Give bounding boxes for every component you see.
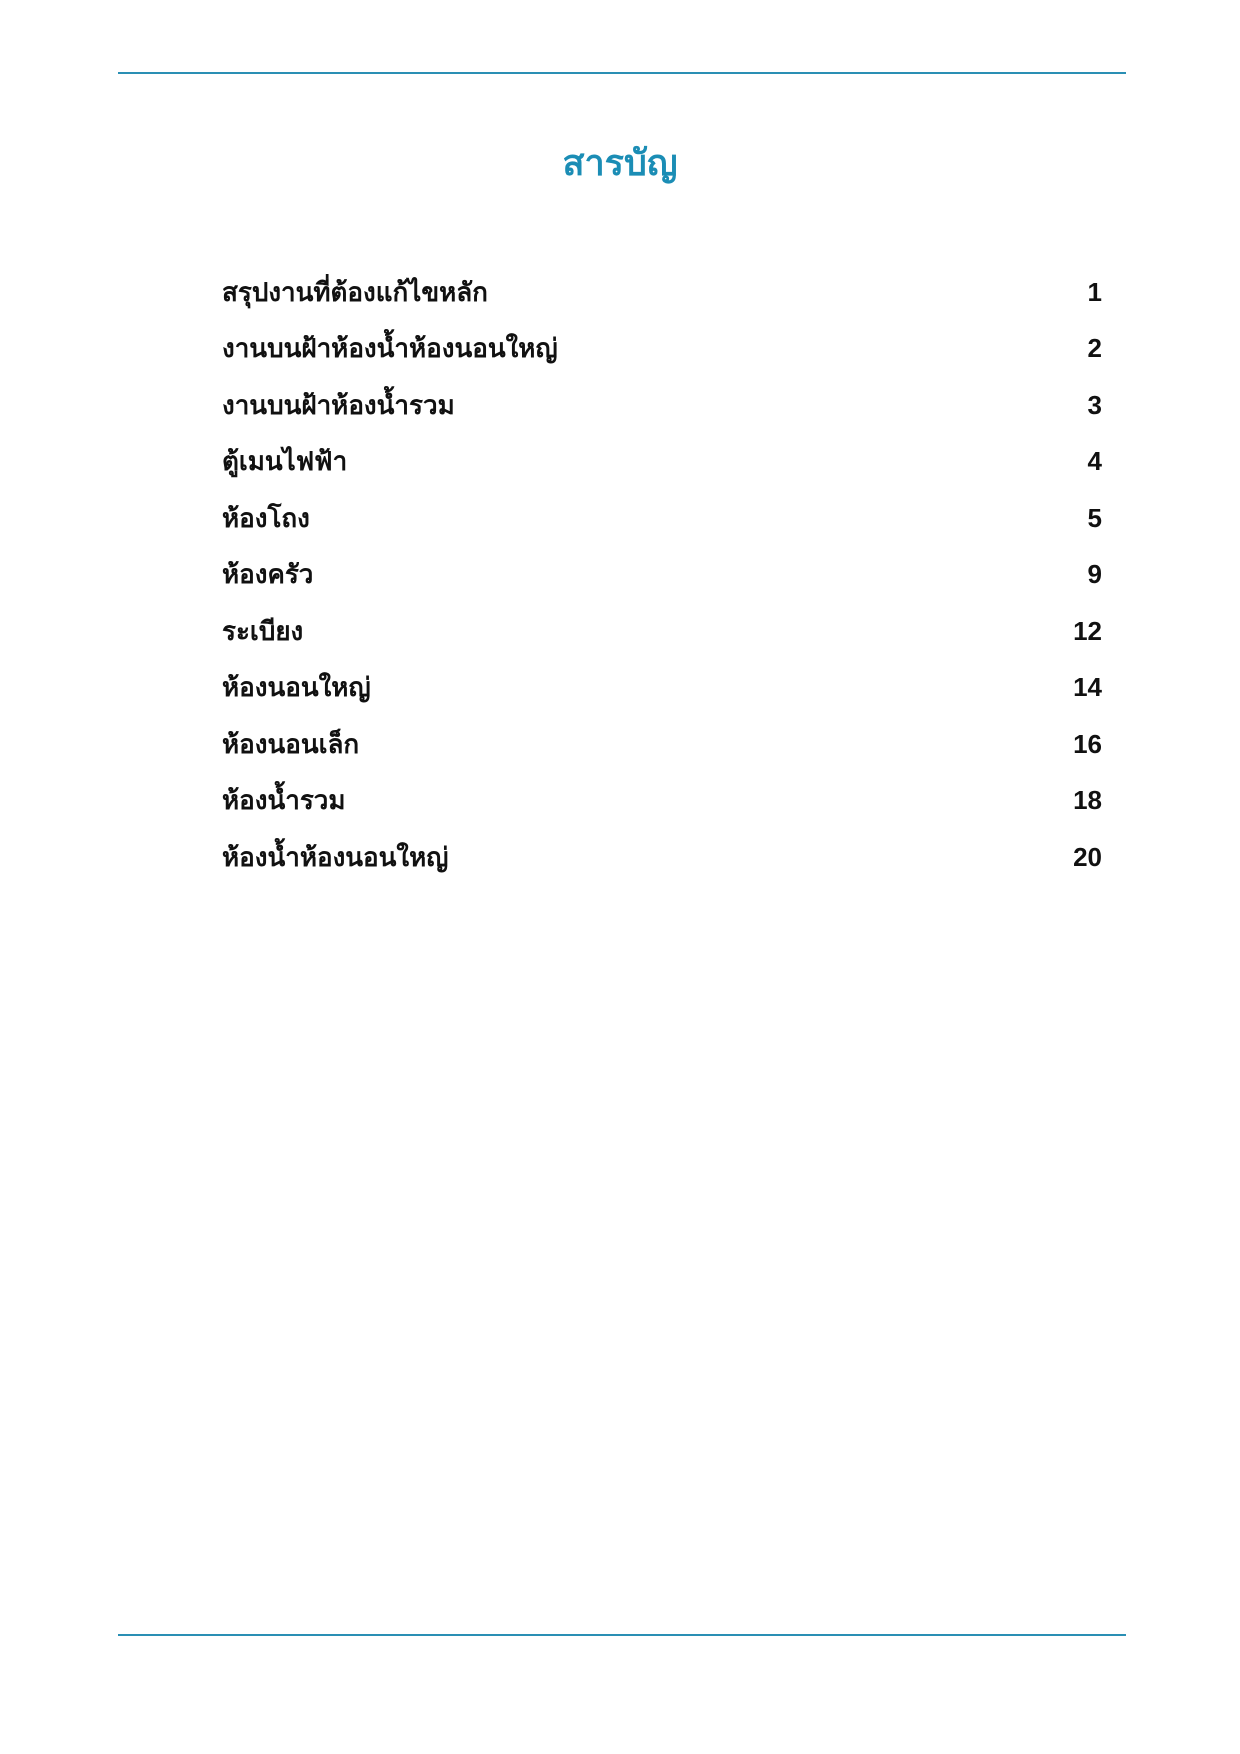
toc-entry-label: ตู้เมนไฟฟ้า bbox=[222, 447, 348, 478]
toc-entry[interactable] bbox=[222, 603, 1102, 660]
toc-entry-page: 1 bbox=[1087, 276, 1102, 307]
toc-entry-label: ห้องโถง bbox=[222, 503, 310, 534]
toc-entry-label: ห้องนอนใหญ่ bbox=[222, 673, 371, 704]
toc-entry[interactable] bbox=[222, 377, 1102, 434]
toc-entry[interactable] bbox=[222, 829, 1102, 886]
toc-entry-label: งานบนฝ้าห้องน้ำห้องนอนใหญ่ bbox=[222, 334, 558, 365]
toc-entry[interactable] bbox=[222, 434, 1102, 491]
toc-entry[interactable] bbox=[222, 490, 1102, 547]
toc-entry[interactable] bbox=[222, 547, 1102, 604]
toc-entry-label: งานบนฝ้าห้องน้ำรวม bbox=[222, 390, 455, 421]
toc-entry-page: 9 bbox=[1087, 559, 1102, 590]
toc-entry-page: 18 bbox=[1073, 785, 1102, 816]
toc-entry-page: 20 bbox=[1073, 841, 1102, 872]
toc-entry-label: ห้องครัว bbox=[222, 560, 314, 591]
toc-entry-page: 4 bbox=[1087, 446, 1102, 477]
toc-entry-label: ห้องน้ำห้องนอนใหญ่ bbox=[222, 842, 449, 873]
toc-entry-page: 3 bbox=[1087, 389, 1102, 420]
toc-entry-label: ระเบียง bbox=[222, 616, 304, 647]
toc-entry-label: ห้องนอนเล็ก bbox=[222, 729, 360, 760]
toc-entry[interactable] bbox=[222, 321, 1102, 378]
toc-entry-page: 16 bbox=[1073, 728, 1102, 759]
toc-entry-page: 14 bbox=[1073, 672, 1102, 703]
toc-entry-label: สรุปงานที่ต้องแก้ไขหลัก bbox=[222, 277, 488, 308]
toc-entry[interactable] bbox=[222, 716, 1102, 773]
page-title: สารบัญ bbox=[562, 143, 678, 185]
toc-entry-page: 5 bbox=[1087, 502, 1102, 533]
table-of-contents bbox=[222, 264, 1102, 886]
header-rule bbox=[118, 72, 1126, 74]
toc-entry[interactable] bbox=[222, 773, 1102, 830]
footer-rule bbox=[118, 1634, 1126, 1636]
toc-entry-label: ห้องน้ำรวม bbox=[222, 786, 346, 817]
toc-entry-page: 2 bbox=[1087, 333, 1102, 364]
toc-entry-page: 12 bbox=[1073, 615, 1102, 646]
toc-entry[interactable] bbox=[222, 660, 1102, 717]
toc-entry[interactable] bbox=[222, 264, 1102, 321]
